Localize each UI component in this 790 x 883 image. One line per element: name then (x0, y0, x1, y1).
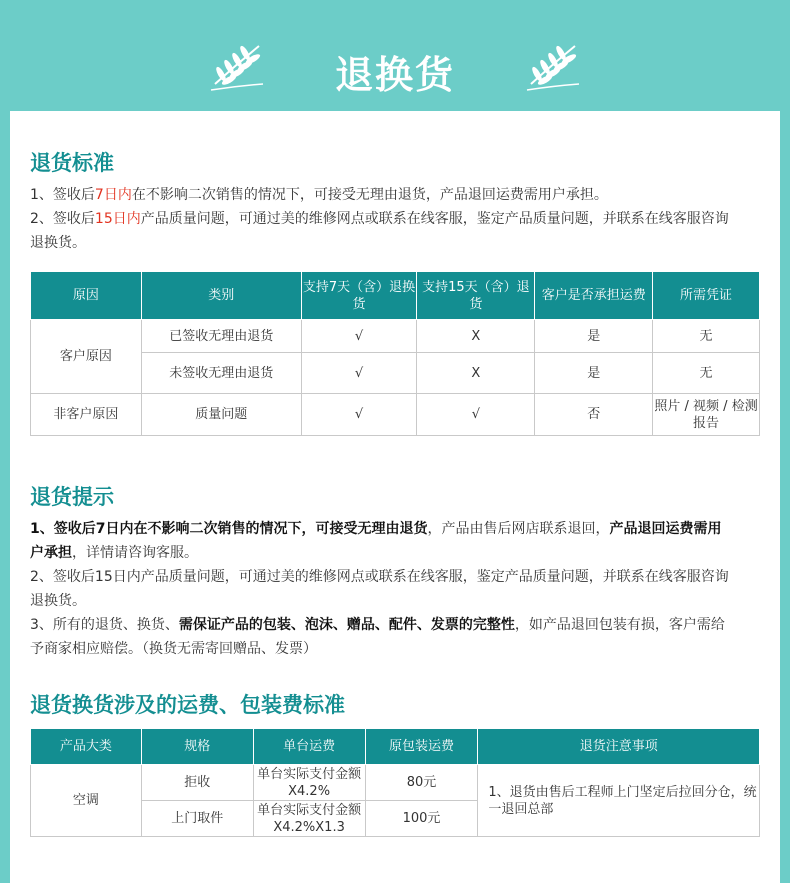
table-cell: X (417, 320, 535, 353)
table-header-row (31, 729, 760, 765)
table-header-cell: 类别 (141, 272, 301, 320)
table-row (31, 394, 760, 436)
table-cell: 是 (535, 353, 653, 394)
table-header-cell: 原因 (31, 272, 142, 320)
tip-line-3: 3、所有的退货、换货、需保证产品的包装、泡沫、赠品、配件、发票的完整性，如产品退回包装有损，客户需给予商家相应赔偿。（换货无需寄回赠品、发票） (30, 617, 725, 657)
table-header-row (31, 272, 760, 320)
table-cell: 是 (535, 320, 653, 353)
reason-cell: 客户原因 (31, 320, 142, 394)
table-header-cell: 产品大类 (31, 729, 142, 765)
table-cell: 照片 / 视频 / 检测报告 (653, 394, 760, 436)
return-note-cell: 1、退货由售后工程师上门坚定后拉回分仓，统一退回总部 (478, 765, 760, 837)
table-cell: 已签收无理由退货 (141, 320, 301, 353)
content-card (10, 111, 780, 883)
table-cell: 否 (535, 394, 653, 436)
table-header-cell: 规格 (141, 729, 253, 765)
table-cell: 单台实际支付金额X4.2% (253, 765, 365, 801)
table-header-cell: 客户是否承担运费 (535, 272, 653, 320)
table-header-cell: 支持7天（含）退换货 (301, 272, 417, 320)
table-cell: √ (301, 353, 417, 394)
wheat-leaf-icon (523, 34, 583, 94)
section-title-shipping-fees: 退货换货涉及的运费、包装费标准 (30, 693, 345, 717)
table-cell: 无 (653, 320, 760, 353)
table-header-cell: 所需凭证 (653, 272, 760, 320)
standard-line-2: 2、签收后15日内产品质量问题，可通过美的维修网点或联系在线客服，鉴定产品质量问题，并联系在线客服咨询退换货。 (30, 211, 729, 251)
table-cell: 单台实际支付金额X4.2%X1.3 (253, 801, 365, 837)
page-title: 退换货 (334, 53, 455, 97)
table-cell: √ (301, 394, 417, 436)
table-header-cell: 退货注意事项 (478, 729, 760, 765)
reason-cell: 非客户原因 (31, 394, 142, 436)
table-header-cell: 支持15天（含）退货 (417, 272, 535, 320)
standard-line-1: 1、签收后7日内在不影响二次销售的情况下，可接受无理由退货，产品退回运费需用户承担。 (30, 187, 608, 203)
table-cell: X (417, 353, 535, 394)
table-header-cell: 原包装运费 (365, 729, 478, 765)
return-tips-text (30, 517, 730, 661)
return-standard-text (30, 183, 730, 255)
shipping-fee-table (30, 728, 760, 837)
table-row (31, 320, 760, 353)
tip-line-1: 1、签收后7日内在不影响二次销售的情况下，可接受无理由退货，产品由售后网店联系退回，产品退回运费需用户承担，详情请咨询客服。 (30, 521, 722, 561)
table-cell: 上门取件 (141, 801, 253, 837)
section-title-return-tips: 退货提示 (30, 485, 114, 509)
section-title-return-standard: 退货标准 (30, 151, 114, 175)
table-cell: 80元 (365, 765, 478, 801)
table-cell: √ (417, 394, 535, 436)
table-cell: 未签收无理由退货 (141, 353, 301, 394)
table-cell: 100元 (365, 801, 478, 837)
header-banner (0, 0, 790, 110)
tip-line-2: 2、签收后15日内产品质量问题，可通过美的维修网点或联系在线客服，鉴定产品质量问题，并联系在线客服咨询退换货。 (30, 569, 729, 609)
table-header-cell: 单台运费 (253, 729, 365, 765)
table-cell: 拒收 (141, 765, 253, 801)
table-cell: 无 (653, 353, 760, 394)
table-row (31, 765, 760, 801)
category-cell: 空调 (31, 765, 142, 837)
table-cell: 质量问题 (141, 394, 301, 436)
return-standard-table (30, 271, 760, 436)
table-cell: √ (301, 320, 417, 353)
